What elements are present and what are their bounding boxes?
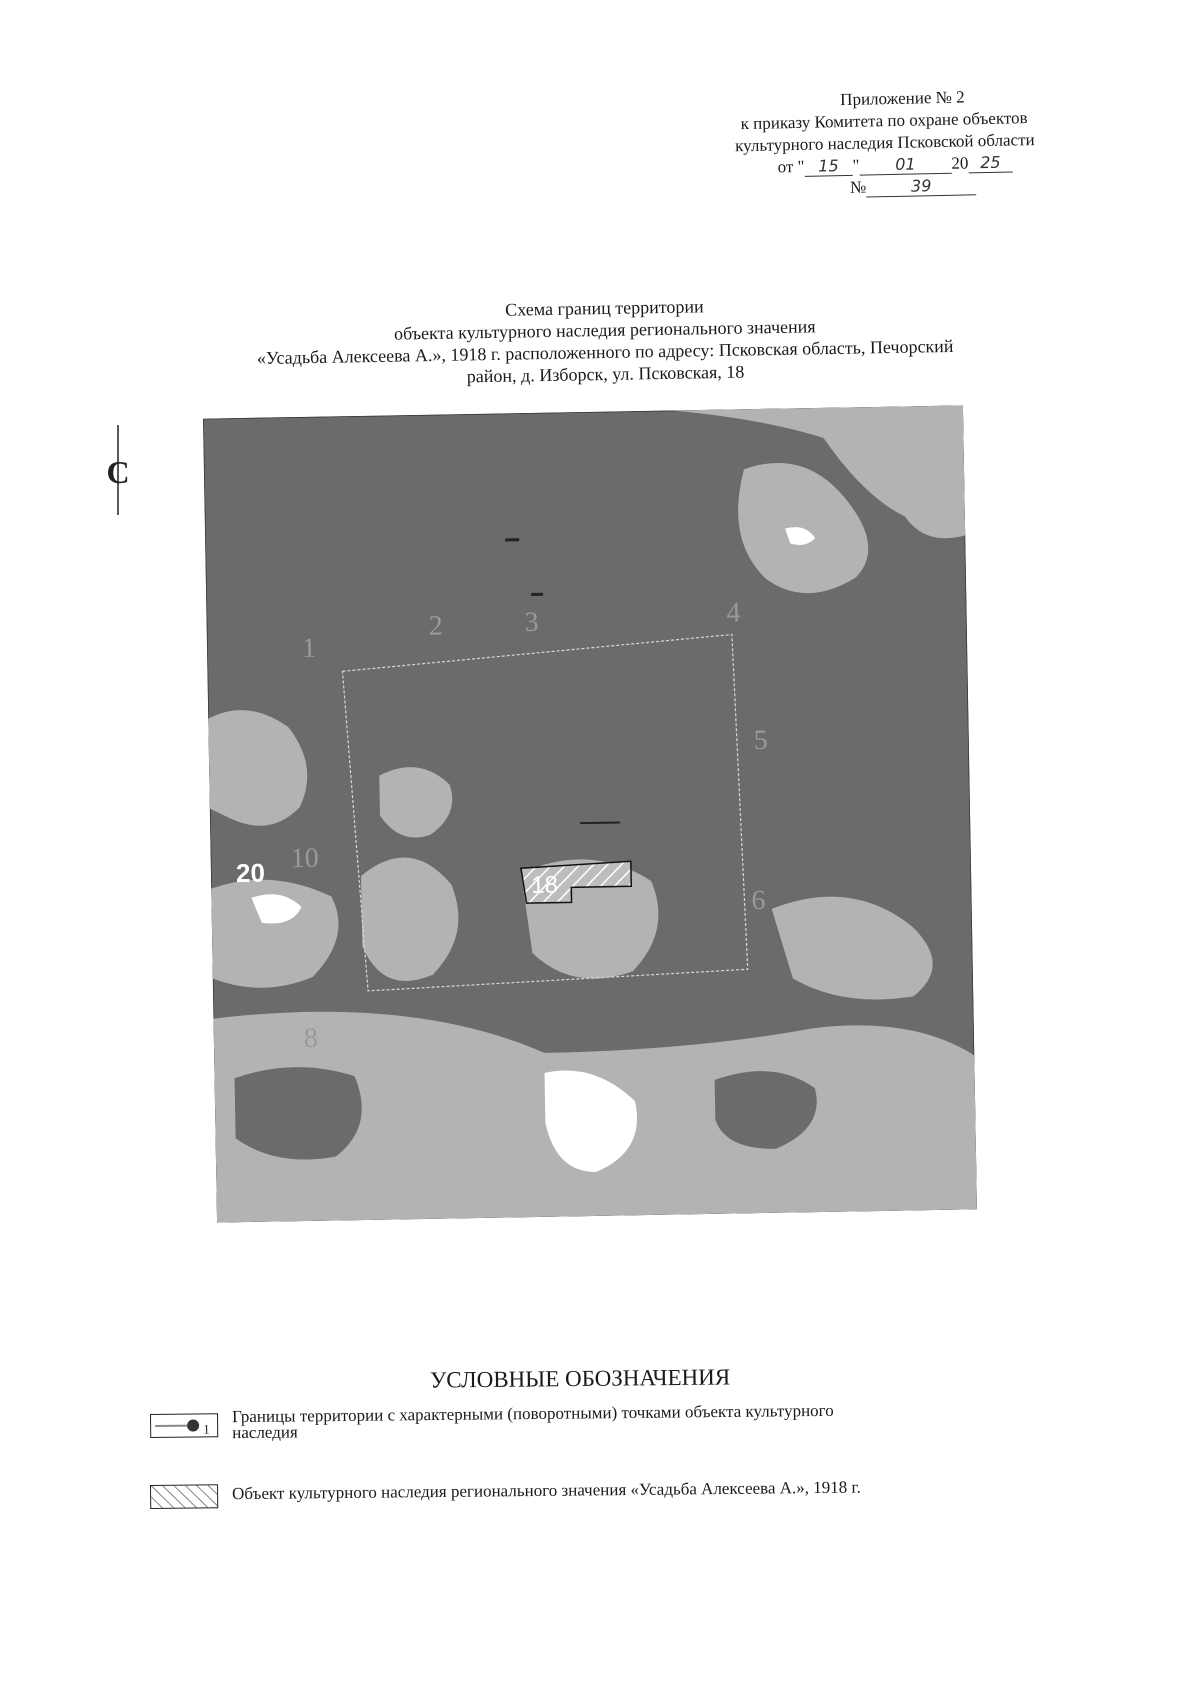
symbol-point-number: 1 xyxy=(203,1421,210,1437)
aerial-map xyxy=(203,405,977,1222)
legend-text-boundary-line2: наследия xyxy=(232,1422,298,1443)
house-number-20: 20 xyxy=(235,857,266,889)
title-line-4: район, д. Изборск, ул. Псковская, 18 xyxy=(466,361,745,387)
legend-text-boundary xyxy=(232,1400,1082,1441)
order-reference: к приказу Комитета по охране объектов xyxy=(740,108,1028,134)
number-label: № xyxy=(849,177,867,197)
north-arrow-icon xyxy=(96,425,136,515)
map-dark-area xyxy=(234,1066,362,1161)
point-label: 4 xyxy=(726,597,741,629)
point-label: 2 xyxy=(428,610,443,642)
point-label: 8 xyxy=(303,1022,319,1055)
number-value: 39 xyxy=(866,176,976,197)
point-label: 6 xyxy=(751,884,766,917)
appendix-number: Приложение № 2 xyxy=(839,87,965,110)
point-label: 3 xyxy=(524,606,539,639)
title-line-1: Схема границ территории xyxy=(505,296,704,320)
title-line-2: объекта культурного наследия регионального значения xyxy=(393,316,816,344)
legend-item-heritage xyxy=(150,1475,1110,1504)
legend-title: УСЛОВНЫЕ ОБОЗНАЧЕНИЯ xyxy=(429,1364,731,1393)
house-number-18: 18 xyxy=(531,871,559,900)
date-year-suffix: 25 xyxy=(968,153,1012,173)
title-line-3: «Усадьба Алексеева А.», 1918 г. расположенного по адресу: Псковская область, Печорский xyxy=(256,335,954,369)
legend-text-heritage: Объект культурного наследия регионального значения «Усадьба Алексеева А.», 1918 г. xyxy=(231,1477,861,1504)
north-letter: С xyxy=(106,454,130,490)
date-day: 15 xyxy=(804,157,852,177)
date-prefix: от " xyxy=(777,156,805,177)
map-mark xyxy=(531,593,543,596)
point-label: 10 xyxy=(290,842,320,875)
date-year-prefix: 20 xyxy=(951,153,969,173)
legend-text-boundary-line1: Границы территории с характерными (поворотными) точками объекта культурного xyxy=(231,1400,834,1427)
date-month: 01 xyxy=(859,155,951,176)
boundary-point-symbol-icon xyxy=(150,1413,218,1438)
point-label: 5 xyxy=(753,724,769,757)
appendix-header xyxy=(700,83,1122,202)
map-mark xyxy=(505,538,519,541)
committee-name: культурного наследия Псковской области xyxy=(734,130,1035,156)
hatched-area-symbol-icon xyxy=(150,1484,218,1509)
point-label: 1 xyxy=(301,632,317,664)
scheme-title xyxy=(189,290,1020,392)
legend-item-boundary xyxy=(150,1400,1110,1443)
date-quote: " xyxy=(852,155,860,175)
